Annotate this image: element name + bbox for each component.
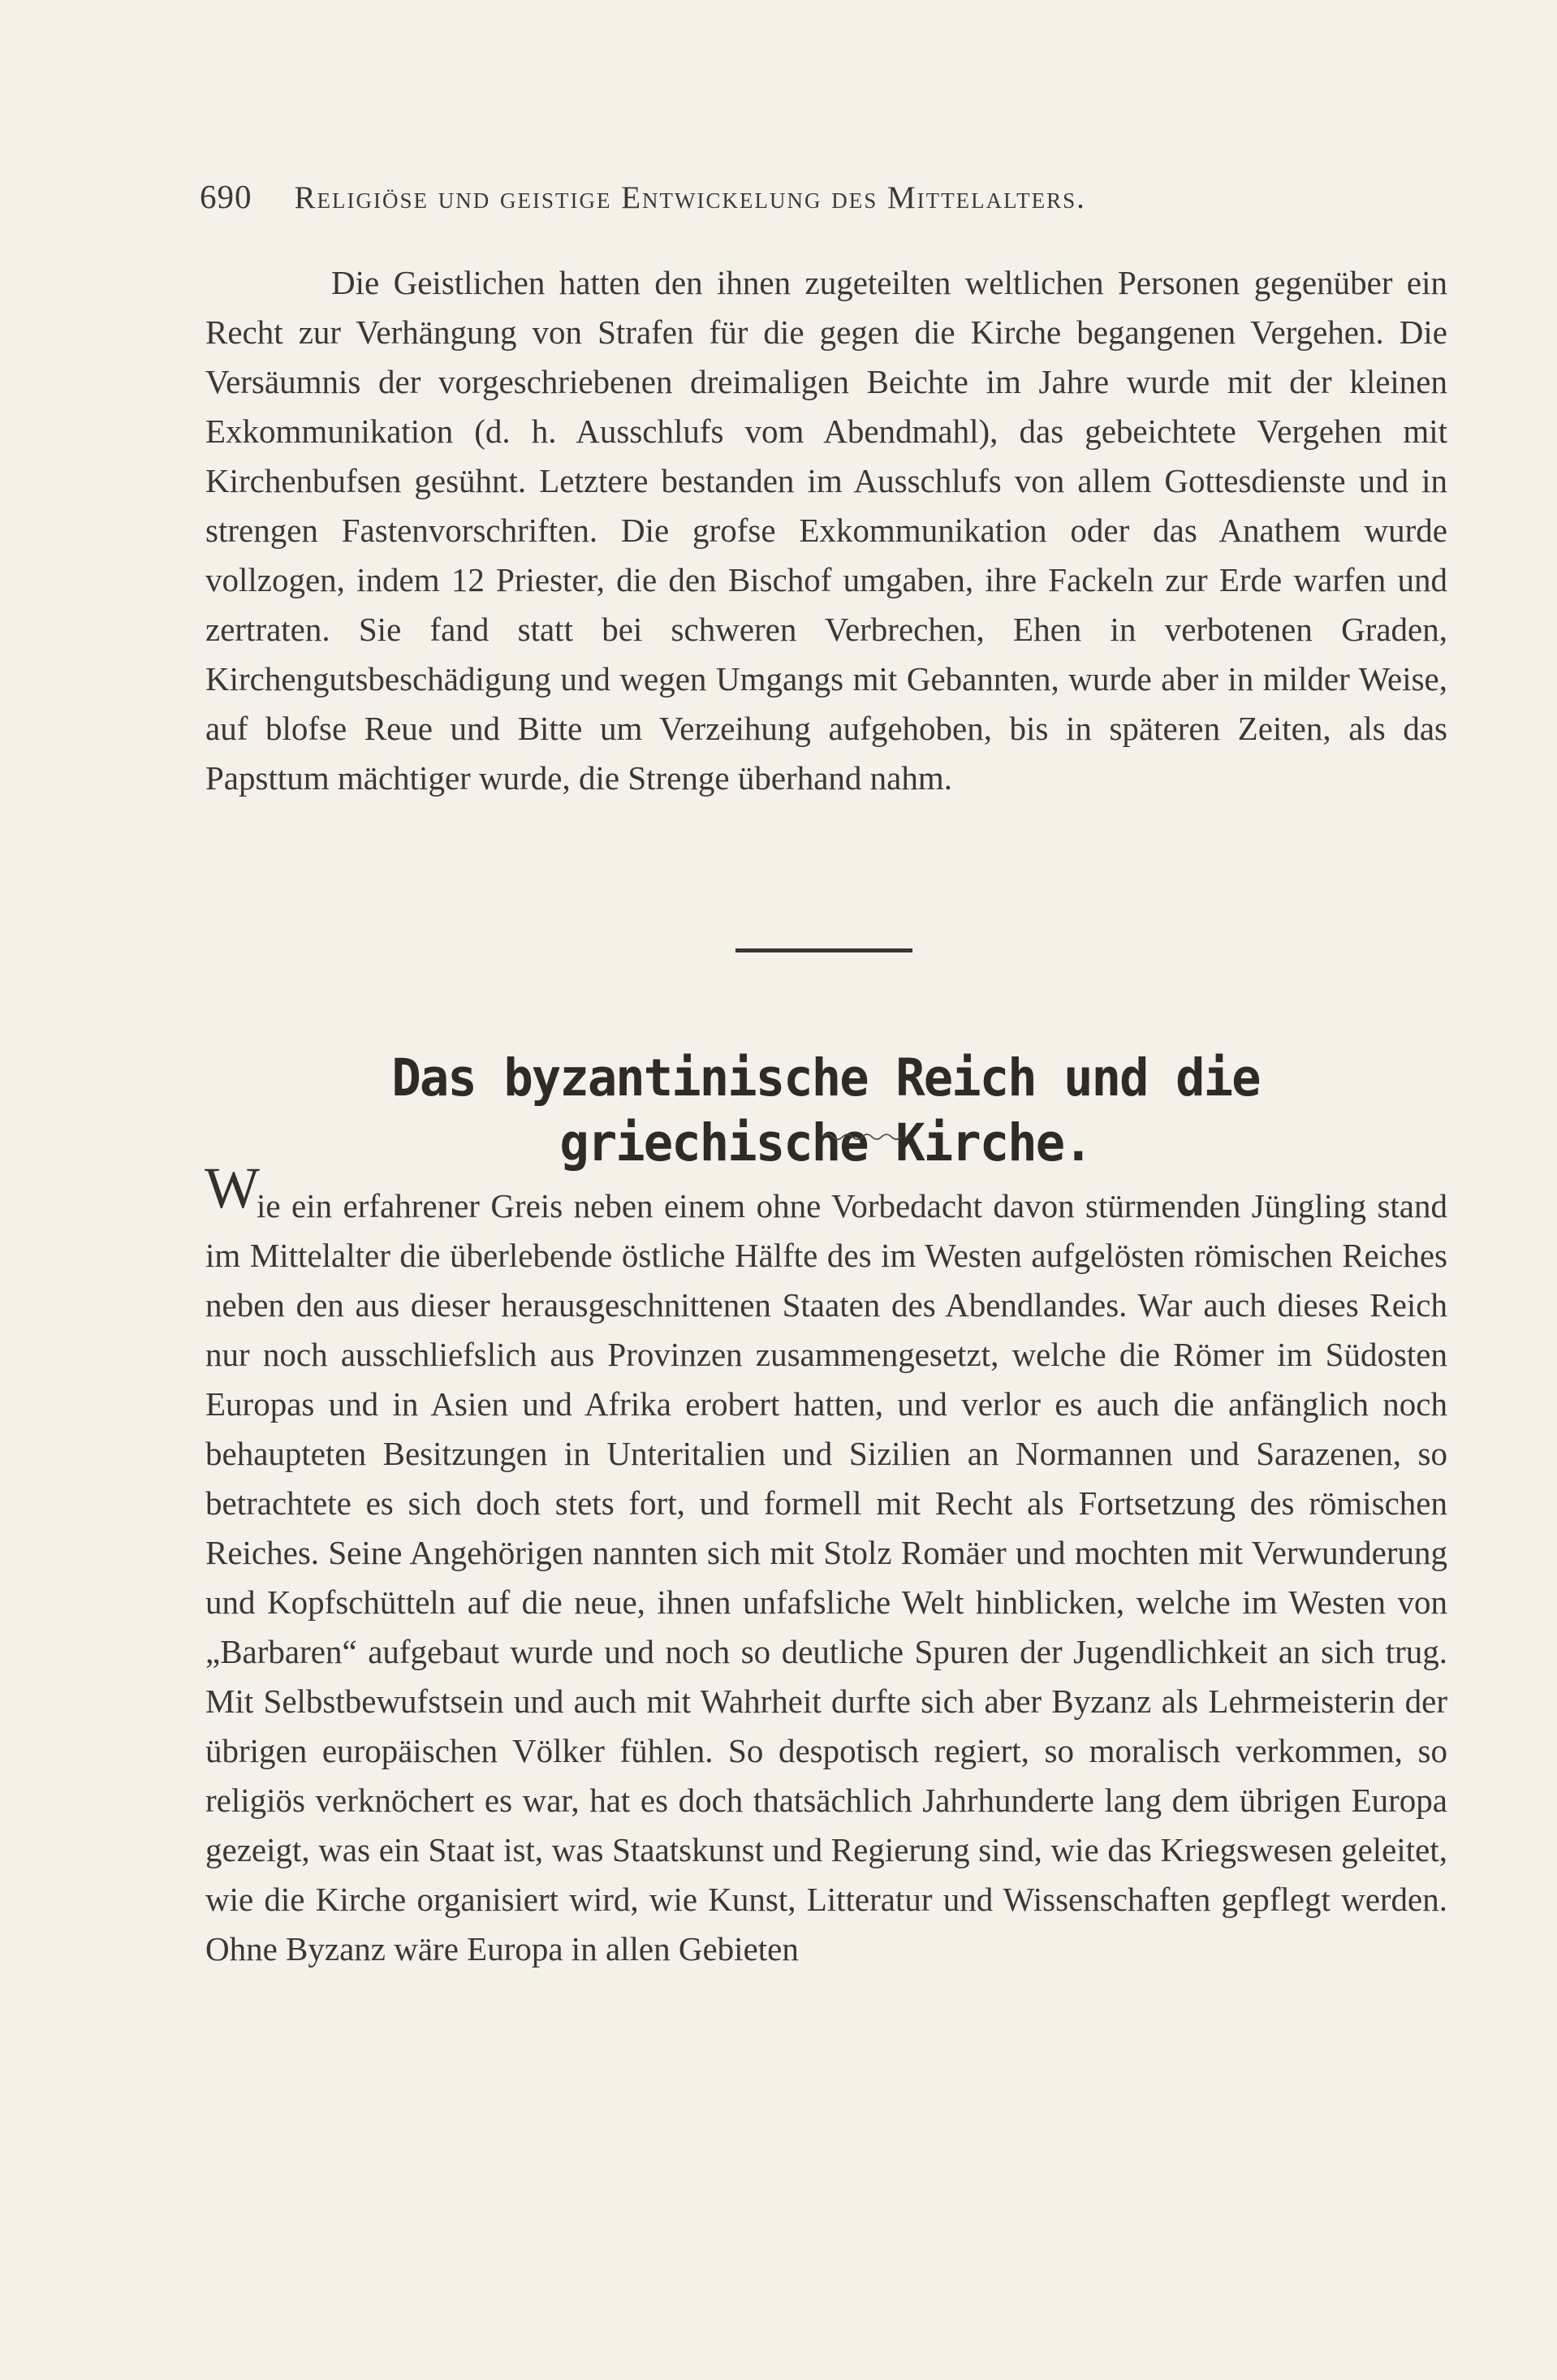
paragraph-church-penalties: Die Geistlichen hatten den ihnen zugeteilten weltlichen Personen gegenüber ein Recht zur Verhängung von Strafen für die gegen die Kirche begangenen Vergehen. Die Versäumnis der vorgeschriebenen dreimaligen Beichte im Jahre wurde mit der kleinen Exkommunikation (d. h. Ausschlufs vom Abendmahl), das gebeichtete Vergehen mit Kirchenbufsen gesühnt. Letztere bestanden im Ausschlufs von allem Gottesdienste und in strengen Fastenvorschriften. Die grofse Exkommunikation oder das Anathem wurde vollzogen, indem 12 Priester, die den Bischof umgaben, ihre Fackeln zur Erde warfen und zertraten. Sie fand statt bei schweren Verbrechen, Ehen in verbotenen Graden, Kirchengutsbeschädigung und wegen Umgangs mit Gebannten, wurde aber in milder Weise, auf blofse Reue und Bitte um Verzeihung aufgehoben, bis in späteren Zeiten, als das Papsttum mächtiger wurde, die Strenge überhand nahm. xyxy=(205,264,1447,797)
paragraph-byzantine-text: ie ein erfahrener Greis neben einem ohne Vorbedacht davon stürmenden Jüngling stand im Mittelalter die überlebende östliche Hälfte des im Westen aufgelösten römischen Reiches neben den aus dieser herausgeschnittenen Staaten des Abendlandes. War auch dieses Reich nur noch ausschliefslich aus Provinzen zusammengesetzt, welche die Römer im Südosten Europas und in Asien und Afrika erobert hatten, und verlor es auch die anfänglich noch behaupteten Besitzungen in Unteritalien und Sizilien an Normannen und Sarazenen, so betrachtete es sich doch stets fort, und formell mit Recht als Fortsetzung des römischen Reiches. Seine Angehörigen nannten sich mit Stolz Romäer und mochten mit Verwunderung und Kopfschütteln auf die neue, ihnen unfafsliche Welt hinblicken, welche im Westen von „Barbaren“ aufgebaut wurde und noch so deutliche Spuren der Jugendlichkeit an sich trug. Mit Selbstbewufstsein und auch mit Wahrheit durfte sich aber Byzanz als Lehrmeisterin der übrigen europäischen Völker fühlen. So despotisch regiert, so moralisch verkommen, so religiös verknöchert es war, hat es doch thatsächlich Jahrhunderte lang dem übrigen Europa gezeigt, was ein Staat ist, was Staatskunst und Regierung sind, wie das Kriegswesen geleitet, wie die Kirche organisiert wird, wie Kunst, Litteratur und Wissenschaften gepflegt werden. Ohne Byzanz wäre Europa in allen Gebieten xyxy=(205,1187,1447,1967)
drop-cap: W xyxy=(205,1155,260,1220)
wavy-ornament xyxy=(822,1130,903,1142)
running-title: Religiöse und geistige Entwickelung des Mittelalters. xyxy=(294,180,1086,215)
section-divider-rule xyxy=(735,948,912,952)
running-head xyxy=(200,177,1369,226)
section-heading: Das byzantinische Reich und die griechische Kirche. xyxy=(391,1048,1260,1173)
paragraph-byzantine-empire xyxy=(205,1181,1447,1974)
page-number: 690 xyxy=(200,178,252,215)
